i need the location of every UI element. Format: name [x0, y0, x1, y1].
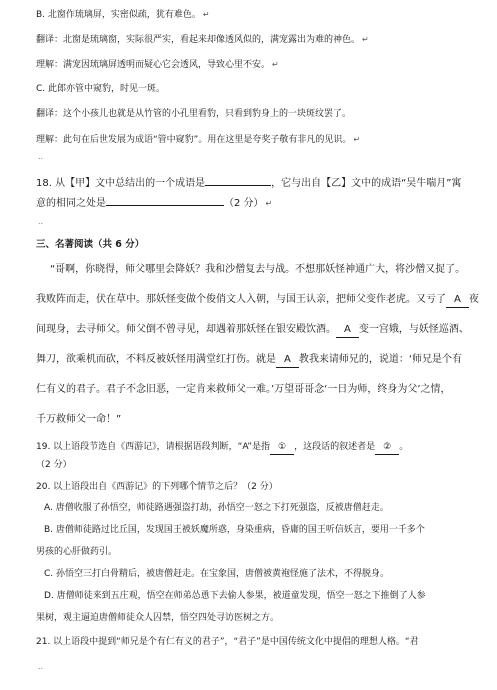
option-b-understanding: 理解：满宠因琉璃屏透明而疑心它会透风，导致心里不安。 ↵ [36, 60, 279, 70]
question-19: 19. 以上语段节选自《西游记》，请根据语段判断，“A”是指 ① ，这段话的叙述者是 ② 。 [36, 441, 469, 455]
option-c: C. 此郎亦管中窥豹，时见一斑。 [36, 84, 166, 94]
option-20b[interactable]: B. 唐僧师徒路过比丘国，发现国王被妖魔所惑，身染重病，昏庸的国王听信妖言，要用一千多个 [44, 525, 425, 535]
passage-line: 我败阵而走，伏在草中。那妖怪变做个俊俏文人入朝，与国王认亲，把师父变作老虎。又亏了 A 夜 [36, 292, 469, 308]
option-b-translation: 翻译：北窗是琉璃窗，实际很严实，看起来却像透风似的，满宠露出为难的神色。 ↵ [36, 35, 369, 45]
empty-paragraph: .. [38, 662, 44, 671]
passage-line: 千万救师父一命！” [36, 414, 122, 425]
passage-line: 仁有义的君子。君子不念旧恶，一定肯来救师父一难。’万望哥哥念‘一日为师，终身为父’之情， [36, 384, 451, 395]
option-b: B. 北窗作琉璃屏，实密似疏，犹有难色。 ↵ [36, 10, 210, 20]
passage-line: “哥啊，你晓得，师父哪里会降妖？我和沙僧复去与战。不想那妖怪神通广大，将沙僧又捉了。 [50, 264, 466, 275]
option-20b-cont: 男孩的心肝做药引。 [36, 547, 118, 557]
option-20d-cont: 果树，观主逼迫唐僧师徒众人囚禁，悟空四处寻访医树之方。 [36, 613, 280, 623]
question-18-line2: 意的相同之处是 （2 分） ↵ [36, 198, 273, 209]
answer-blank[interactable] [205, 176, 271, 186]
question-19-score: （2 分） [36, 460, 72, 470]
option-c-understanding: 理解：此句在后世发展为成语“管中窥豹”。用在这里是夸奖子敬有非凡的见识。 ↵ [36, 135, 361, 145]
passage-line: 舞刀，欲乘机而砍，不料反被妖怪用满堂红打伤。就是 A 教我来请师兄的，说道：‘师兄是个有 [36, 352, 469, 368]
option-20c[interactable]: C. 孙悟空三打白骨精后，被唐僧赶走。在宝象国，唐僧被黄袍怪施了法术，不得脱身。 [44, 569, 390, 579]
empty-paragraph: .. [38, 217, 44, 226]
passage-line: 间现身，去寻师父。师父倒不曾寻见，却遇着那妖怪在银安殿饮酒。 A 变一宫娥，与妖怪巡酒、 [36, 322, 469, 338]
option-20d[interactable]: D. 唐僧师徒来到五庄观，悟空在师弟怂恿下去偷人参果，被道童发现，悟空一怒之下推倒了人参 [44, 591, 426, 601]
answer-blank[interactable] [106, 196, 224, 206]
question-21: 21. 以上语段中提到“师兄是个有仁有义的君子”，“君子”是中国传统文化中提倡的理想人格。“君 [36, 637, 419, 647]
question-20: 20. 以上语段出自《西游记》的下列哪个情节之后？（2 分） [36, 482, 278, 492]
option-c-translation: 翻译：这个小孩儿也就是从竹管的小孔里看豹，只看到豹身上的一块斑纹罢了。 [36, 109, 352, 119]
section-3-heading: 三、名著阅读（共 6 分） [36, 239, 145, 250]
empty-paragraph: .. [38, 152, 44, 161]
option-20a[interactable]: A. 唐僧收服了孙悟空，师徒路遇强盗打劫，孙悟空一怒之下打死强盗，反被唐僧赶走。 [44, 503, 389, 513]
question-18-line1: 18. 从【甲】文中总结出的一个成语是 ，它与出自【乙】文中的成语“吴牛喘月”寓 [36, 178, 462, 189]
